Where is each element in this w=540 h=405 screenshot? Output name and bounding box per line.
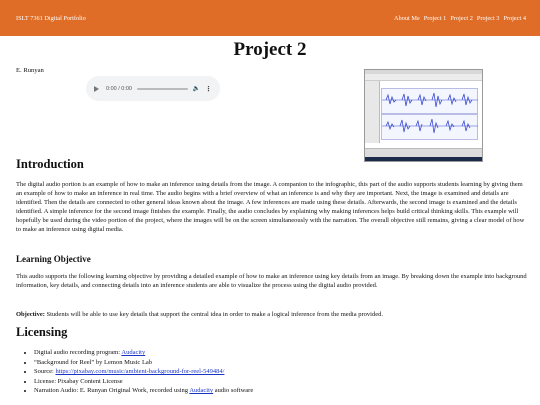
list-item-text: Narration Audio: E. Runyan Original Work, recorded using xyxy=(34,387,190,394)
licensing-list xyxy=(16,348,253,396)
site-title[interactable]: ISLT 7361 Digital Portfolio xyxy=(16,14,86,22)
audacity-screenshot xyxy=(364,69,483,162)
more-options-icon[interactable]: ⋮ xyxy=(205,85,212,93)
list-item xyxy=(34,377,253,387)
audio-time: 0:00 / 0:00 xyxy=(106,85,132,92)
nav-project-3[interactable]: Project 3 xyxy=(476,14,500,22)
nav-project-2[interactable]: Project 2 xyxy=(450,14,473,22)
page-title: Project 2 xyxy=(233,39,307,60)
pixabay-source-link[interactable]: https://pixabay.com/music/ambient-background-for-reel-549484/ xyxy=(55,368,225,375)
main-nav xyxy=(394,15,526,22)
list-item xyxy=(34,386,253,396)
audio-player[interactable] xyxy=(86,76,220,101)
audacity-link[interactable]: Audacity xyxy=(189,387,214,394)
learning-objective-heading: Learning Objective xyxy=(16,254,91,264)
introduction-heading: Introduction xyxy=(16,157,84,171)
list-item xyxy=(34,358,253,368)
author-name: E. Runyan xyxy=(16,67,44,74)
objective-statement xyxy=(16,310,528,319)
list-item-text: Source: xyxy=(34,368,56,375)
list-item-suffix: audio software xyxy=(213,387,254,394)
objective-label: Objective: xyxy=(16,311,45,318)
list-item-text: License: Pixabay Content License xyxy=(34,377,123,385)
list-item xyxy=(34,367,253,377)
nav-project-1[interactable]: Project 1 xyxy=(423,14,447,22)
introduction-text: The digital audio portion is an example of how to make an inference using details from the image. A companion to the infographic, this part of the audio supports students learning by giving them an example of how to make an inference in real time. The audio begins with a brief overview of what an inference is and why they are important. Next, the image is examined and details are identified. Then the details are connected to other general ideas known about the image. A few inferences are made using these details. Afterwards, the second image is examined and the details identified. A simple inference for the second image finishes the example. Finally, the audio concludes by explaining why making inferences helps build critical thinking skills. This example will hopefully be used during the video portion of the project, where the images will be on the screen simultaneously with the narration. The overall objective still remains, giving a clear model of how to make an inference using digital media. xyxy=(16,181,525,233)
nav-project-4[interactable]: Project 4 xyxy=(503,14,526,22)
play-icon[interactable] xyxy=(94,86,99,92)
licensing-heading: Licensing xyxy=(16,325,68,339)
audio-progress-bar[interactable] xyxy=(137,88,188,90)
list-item-text: Digital audio recording program: xyxy=(34,349,122,356)
list-item-text: “Background for Reel” by Lemon Music Lab xyxy=(34,358,153,366)
audacity-link[interactable]: Audacity xyxy=(121,349,146,356)
nav-about-me[interactable]: About Me xyxy=(394,14,420,22)
volume-icon[interactable]: 🔈 xyxy=(192,86,200,92)
list-item xyxy=(34,348,253,358)
learning-objective-text: This audio supports the following learning objective by providing a detailed example of how to make an inference using key details from an image. By breaking down the example into background information, key details, and connecting details into an inference students are able to visualize the process using the digital audio provided. xyxy=(16,273,527,289)
objective-text: Students will be able to use key details that support the central idea in order to make a logical inference from the media provided. xyxy=(44,311,383,318)
site-header xyxy=(0,0,540,36)
